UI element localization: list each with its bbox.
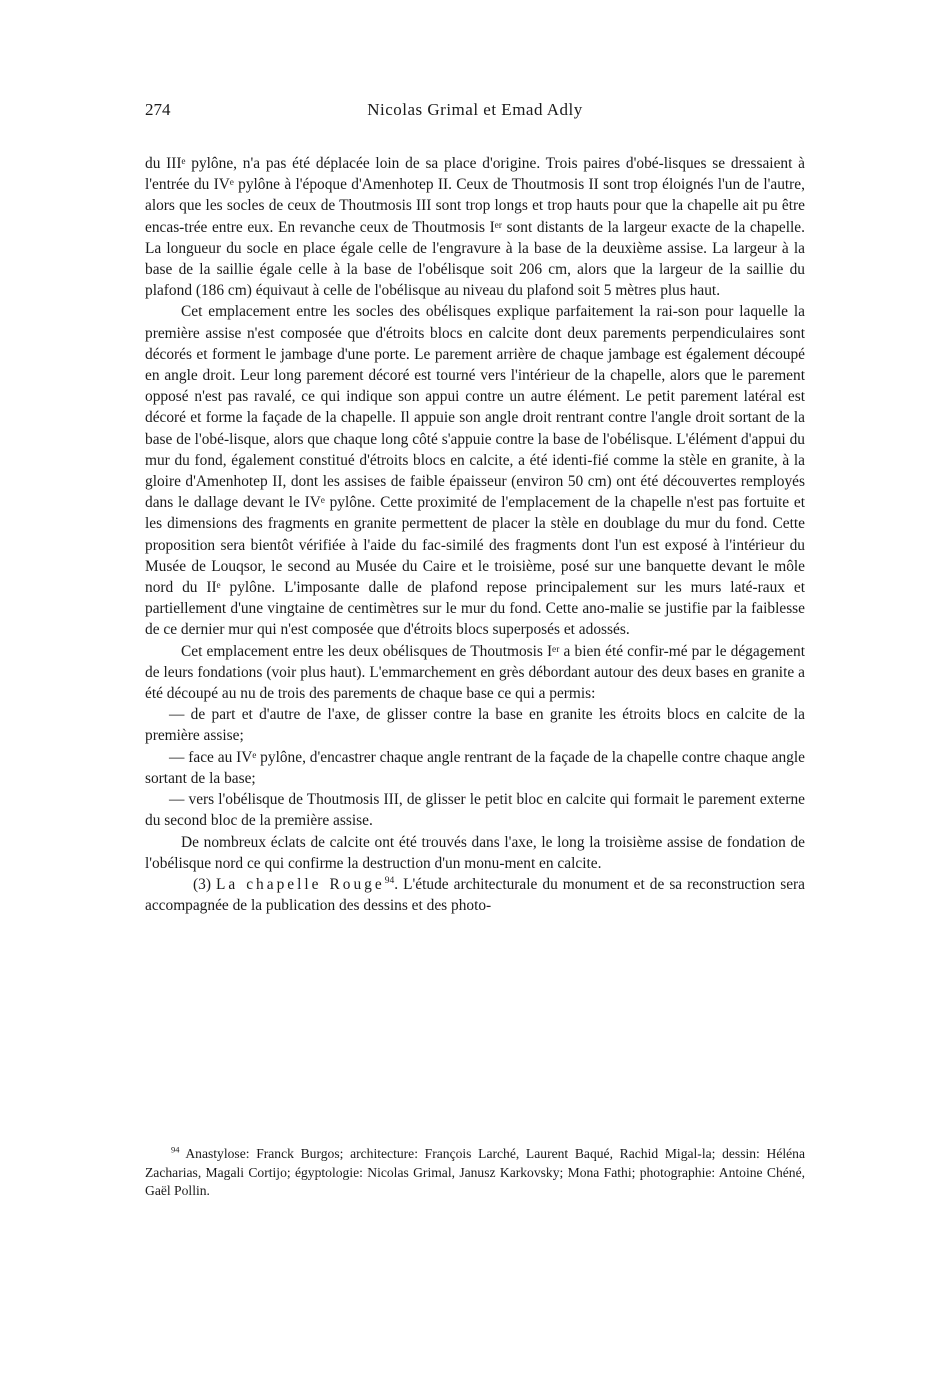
footnote-ref-94[interactable]: 94: [384, 874, 395, 886]
running-head: Nicolas Grimal et Emad Adly: [367, 100, 583, 119]
footnotes: [145, 1145, 805, 1201]
footnote-number: 94: [171, 1144, 180, 1155]
body-text: [145, 153, 805, 916]
paragraph-5-text: . L'étude architecturale du monument et de sa reconstruction sera accompagnée de la publication des dessins et des photo-: [145, 875, 805, 915]
list-item-1: — de part et d'autre de l'axe, de glisser contre la base en granite les étroits blocs en calcite de la première assise;: [145, 706, 805, 745]
footnote-text: Anastylose: Franck Burgos; architecture: François Larché, Laurent Baqué, Rachid Migal-la; dessin: Héléna Zacharias, Magali Cortijo; égyptologie: Nicolas Grimal, Janusz Karkovsky; Mona Fathi; photographie: Antoine Chéné, Gaël Pollin.: [145, 1146, 805, 1199]
section-title: La chapelle Rouge: [215, 875, 385, 893]
section-number: (3): [193, 875, 216, 893]
page-number: 274: [145, 100, 171, 119]
list-item-2: — face au IVᵉ pylône, d'encastrer chaque angle rentrant de la façade de la chapelle contre chaque angle sortant de la base;: [145, 748, 805, 787]
paragraph-5: [145, 874, 805, 916]
paragraph-3: Cet emplacement entre les deux obélisques de Thoutmosis Iᵉʳ a bien été confir-mé par le dégagement de leurs fondations (voir plus haut). L'emmarchement en grès débordant autour des deux bases en granite a été découpé au nu de trois des parements de chaque base ce qui a permis:: [145, 642, 805, 703]
list-item-3: — vers l'obélisque de Thoutmosis III, de glisser le petit bloc en calcite qui formait le parement externe du second bloc de la première assise.: [145, 791, 805, 830]
page-header: [145, 100, 805, 124]
footnote-94: [145, 1145, 805, 1201]
paragraph-2: Cet emplacement entre les socles des obélisques explique parfaitement la rai-son pour laquelle la première assise n'est composée que d'étroits blocs en calcite dont deux parements perpendiculaires sont décorés et forment le jambage d'une porte. Le parement arrière de chaque jambage est également découpé en angle droit. Leur long parement décoré est tourné vers l'intérieur de la chapelle, alors que le parement opposé n'est pas ravalé, ce qui indique son appui contre un autre élément. Le petit parement latéral est décoré et forme la façade de la chapelle. Il appuie son angle droit rentrant contre l'angle droit sortant de la base de l'obé-lisque, alors que chaque long côté s'appuie contre la base de l'obélisque. L'élément d'appui du mur du fond, également constitué d'étroits blocs en calcite, a été identi-fié comme la stèle en granite, à la gloire d'Amenhotep II, dont les assises de faible épaisseur (environ 50 cm) ont été découvertes remployés dans le dallage devant le IVᵉ pylône. Cette proximité de l'emplacement de la chapelle n'est pas fortuite et les dimensions des fragments en granite permettent de placer la stèle en doublage du mur du fond. Cette proposition sera bientôt vérifiée à l'aide du fac-similé des fragments dont l'un est exposé à l'intérieur du Musée de Louqsor, le second au Musée du Caire et le troisième, posé sur une banquette devant le môle nord du IIᵉ pylône. L'imposante dalle de plafond repose principalement sur les murs laté-raux et partiellement d'une vingtaine de centimètres sur le mur du fond. Cette ano-malie se justifie par la faiblesse de ce dernier mur qui n'est composée que d'étroits blocs superposés et adossés.: [145, 303, 805, 639]
paragraph-4: De nombreux éclats de calcite ont été trouvés dans l'axe, le long la troisième assise de fondation de l'obélisque nord ce qui confirme la destruction d'un monu-ment en calcite.: [145, 833, 805, 872]
paragraph-1: du IIIᵉ pylône, n'a pas été déplacée loin de sa place d'origine. Trois paires d'obé-lisques se dressaient à l'entrée du IVᵉ pylône à l'époque d'Amenhotep II. Ceux de Thoutmosis II sont trop éloignés l'un de l'autre, alors que les socles de ceux de Thoutmosis III sont trop longs et trop hauts pour que la chapelle ait pu être encas-trée entre eux. En revanche ceux de Thoutmosis Iᵉʳ sont distants de la largeur exacte de la chapelle. La longueur du socle en place égale celle de l'engravure à la base de la deuxième assise. La largeur à la base de la saillie égale celle à la base de l'obélisque soit 206 cm, alors que la largeur de la saillie du plafond (186 cm) équivaut à celle de l'obélisque au niveau du plafond soit 5 mètres plus haut.: [145, 155, 805, 300]
